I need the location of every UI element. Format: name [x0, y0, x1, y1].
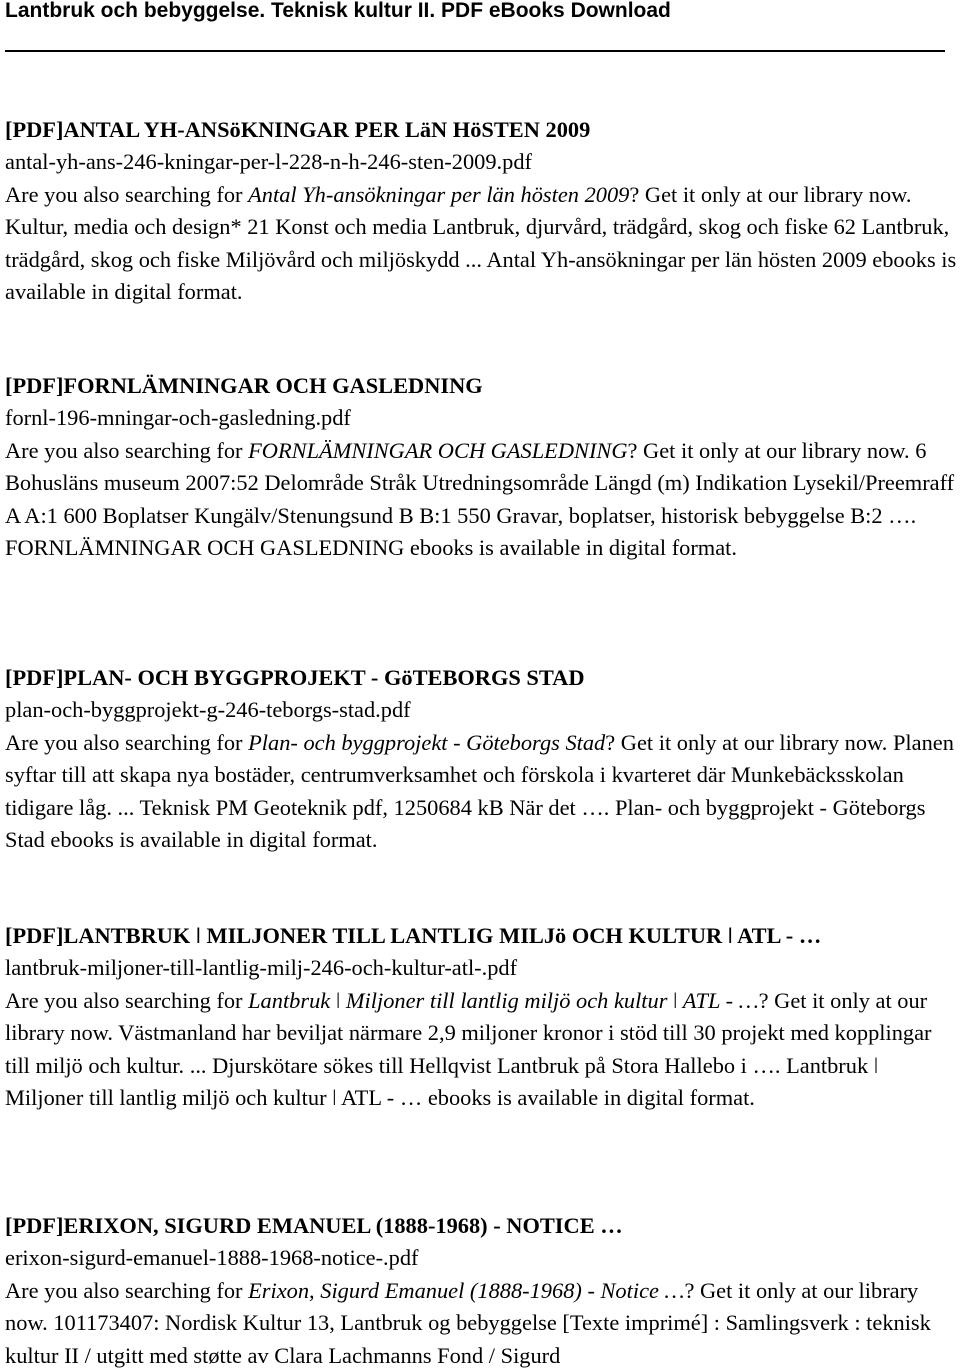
- description-text: ? Get it only at our library now. 6 Bohusläns museum 2007:52 Delområde Stråk Utredningsområde Längd (m) Indikation Lysekil/Preemraff A A:1 600 Boplatser Kungälv/Stenungsund B B:1 550 Gravar, boplatser, historisk bebyggelse B:2 …. FORNLÄMNINGAR OCH GASLEDNING ebooks is available in digital format.: [5, 437, 955, 561]
- search-prefix: Are you also searching for: [5, 181, 249, 207]
- search-query: FORNLÄMNINGAR OCH GASLEDNING: [248, 437, 628, 463]
- entry-description: [5, 985, 957, 1115]
- description-text: ? Get it only at our library now. Kultur, media och design* 21 Konst och media Lantbruk, djurvård, trädgård, skog och fiske 62 Lantbruk, trädgård, skog och fiske Miljövård och miljöskydd ... Antal Yh-ansökningar per län hösten 2009 ebooks is available in digital format.: [5, 181, 957, 305]
- search-query: Antal Yh-ansökningar per län hösten 2009: [248, 181, 630, 207]
- entry-filename: lantbruk-miljoner-till-lantlig-milj-246-och-kultur-atl-.pdf: [5, 955, 518, 981]
- search-prefix: Are you also searching for: [5, 1277, 249, 1303]
- search-prefix: Are you also searching for: [5, 987, 249, 1013]
- description-text: ? Get it only at our library now. Planen syftar till att skapa nya bostäder, centrumverksamhet och förskola i kvarteret där Munkebäcksskolan tidigare låg. ... Teknisk PM Geoteknik pdf, 1250684 kB När det …. Plan- och byggprojekt - Göteborgs Stad ebooks is available in digital format.: [5, 729, 954, 853]
- search-prefix: Are you also searching for: [5, 729, 249, 755]
- entry-filename: antal-yh-ans-246-kningar-per-l-228-n-h-246-sten-2009.pdf: [5, 149, 532, 175]
- search-prefix: Are you also searching for: [5, 437, 249, 463]
- entry-title[interactable]: [PDF]ANTAL YH-ANSöKNINGAR PER LäN HöSTEN 2009: [5, 117, 591, 142]
- description-text: ? Get it only at our library now. 101173407: Nordisk Kultur 13, Lantbruk og bebyggelse [Texte imprimé] : Samlingsverk : teknisk kultur II / utgitt med støtte av Clara Lachmanns Fond / Sigurd: [5, 1277, 931, 1368]
- search-query: Plan- och byggprojekt - Göteborgs Stad: [248, 729, 606, 755]
- entry-title[interactable]: [PDF]LANTBRUK ǀ MILJONER TILL LANTLIG MILJö OCH KULTUR ǀ ATL - …: [5, 923, 822, 948]
- search-query: Erixon, Sigurd Emanuel (1888-1968) - Notice …: [248, 1277, 685, 1303]
- ebook-entry: [5, 114, 957, 308]
- entry-title[interactable]: [PDF]FORNLÄMNINGAR OCH GASLEDNING: [5, 373, 483, 398]
- ebook-entry: [5, 662, 957, 856]
- ebook-entry: [5, 1210, 957, 1372]
- entry-filename: plan-och-byggprojekt-g-246-teborgs-stad.pdf: [5, 697, 411, 723]
- entry-filename: fornl-196-mningar-och-gasledning.pdf: [5, 405, 351, 431]
- description-text: ? Get it only at our library now. Västmanland har beviljat närmare 2,9 miljoner kronor i stöd till 30 projekt med kopplingar till miljö och kultur. ... Djurskötare sökes till Hellqvist Lantbruk på Stora Hallebo i …. Lantbruk ǀ Miljoner till lantlig miljö och kultur ǀ ATL - … ebooks is available in digital format.: [5, 987, 932, 1111]
- entry-title[interactable]: [PDF]ERIXON, SIGURD EMANUEL (1888-1968) - NOTICE …: [5, 1213, 623, 1238]
- entry-description: [5, 1275, 957, 1372]
- page-title: Lantbruk och bebyggelse. Teknisk kultur II. PDF eBooks Download: [5, 0, 671, 22]
- ebook-entry: [5, 920, 957, 1114]
- page-header: [5, 0, 945, 52]
- entry-description: [5, 727, 957, 857]
- entry-filename: erixon-sigurd-emanuel-1888-1968-notice-.pdf: [5, 1245, 419, 1271]
- search-query: Lantbruk ǀ Miljoner till lantlig miljö och kultur ǀ ATL - …: [248, 987, 759, 1013]
- entry-title[interactable]: [PDF]PLAN- OCH BYGGPROJEKT - GöTEBORGS STAD: [5, 665, 585, 690]
- entry-description: [5, 179, 957, 309]
- ebook-entry: [5, 370, 957, 564]
- entry-description: [5, 435, 957, 565]
